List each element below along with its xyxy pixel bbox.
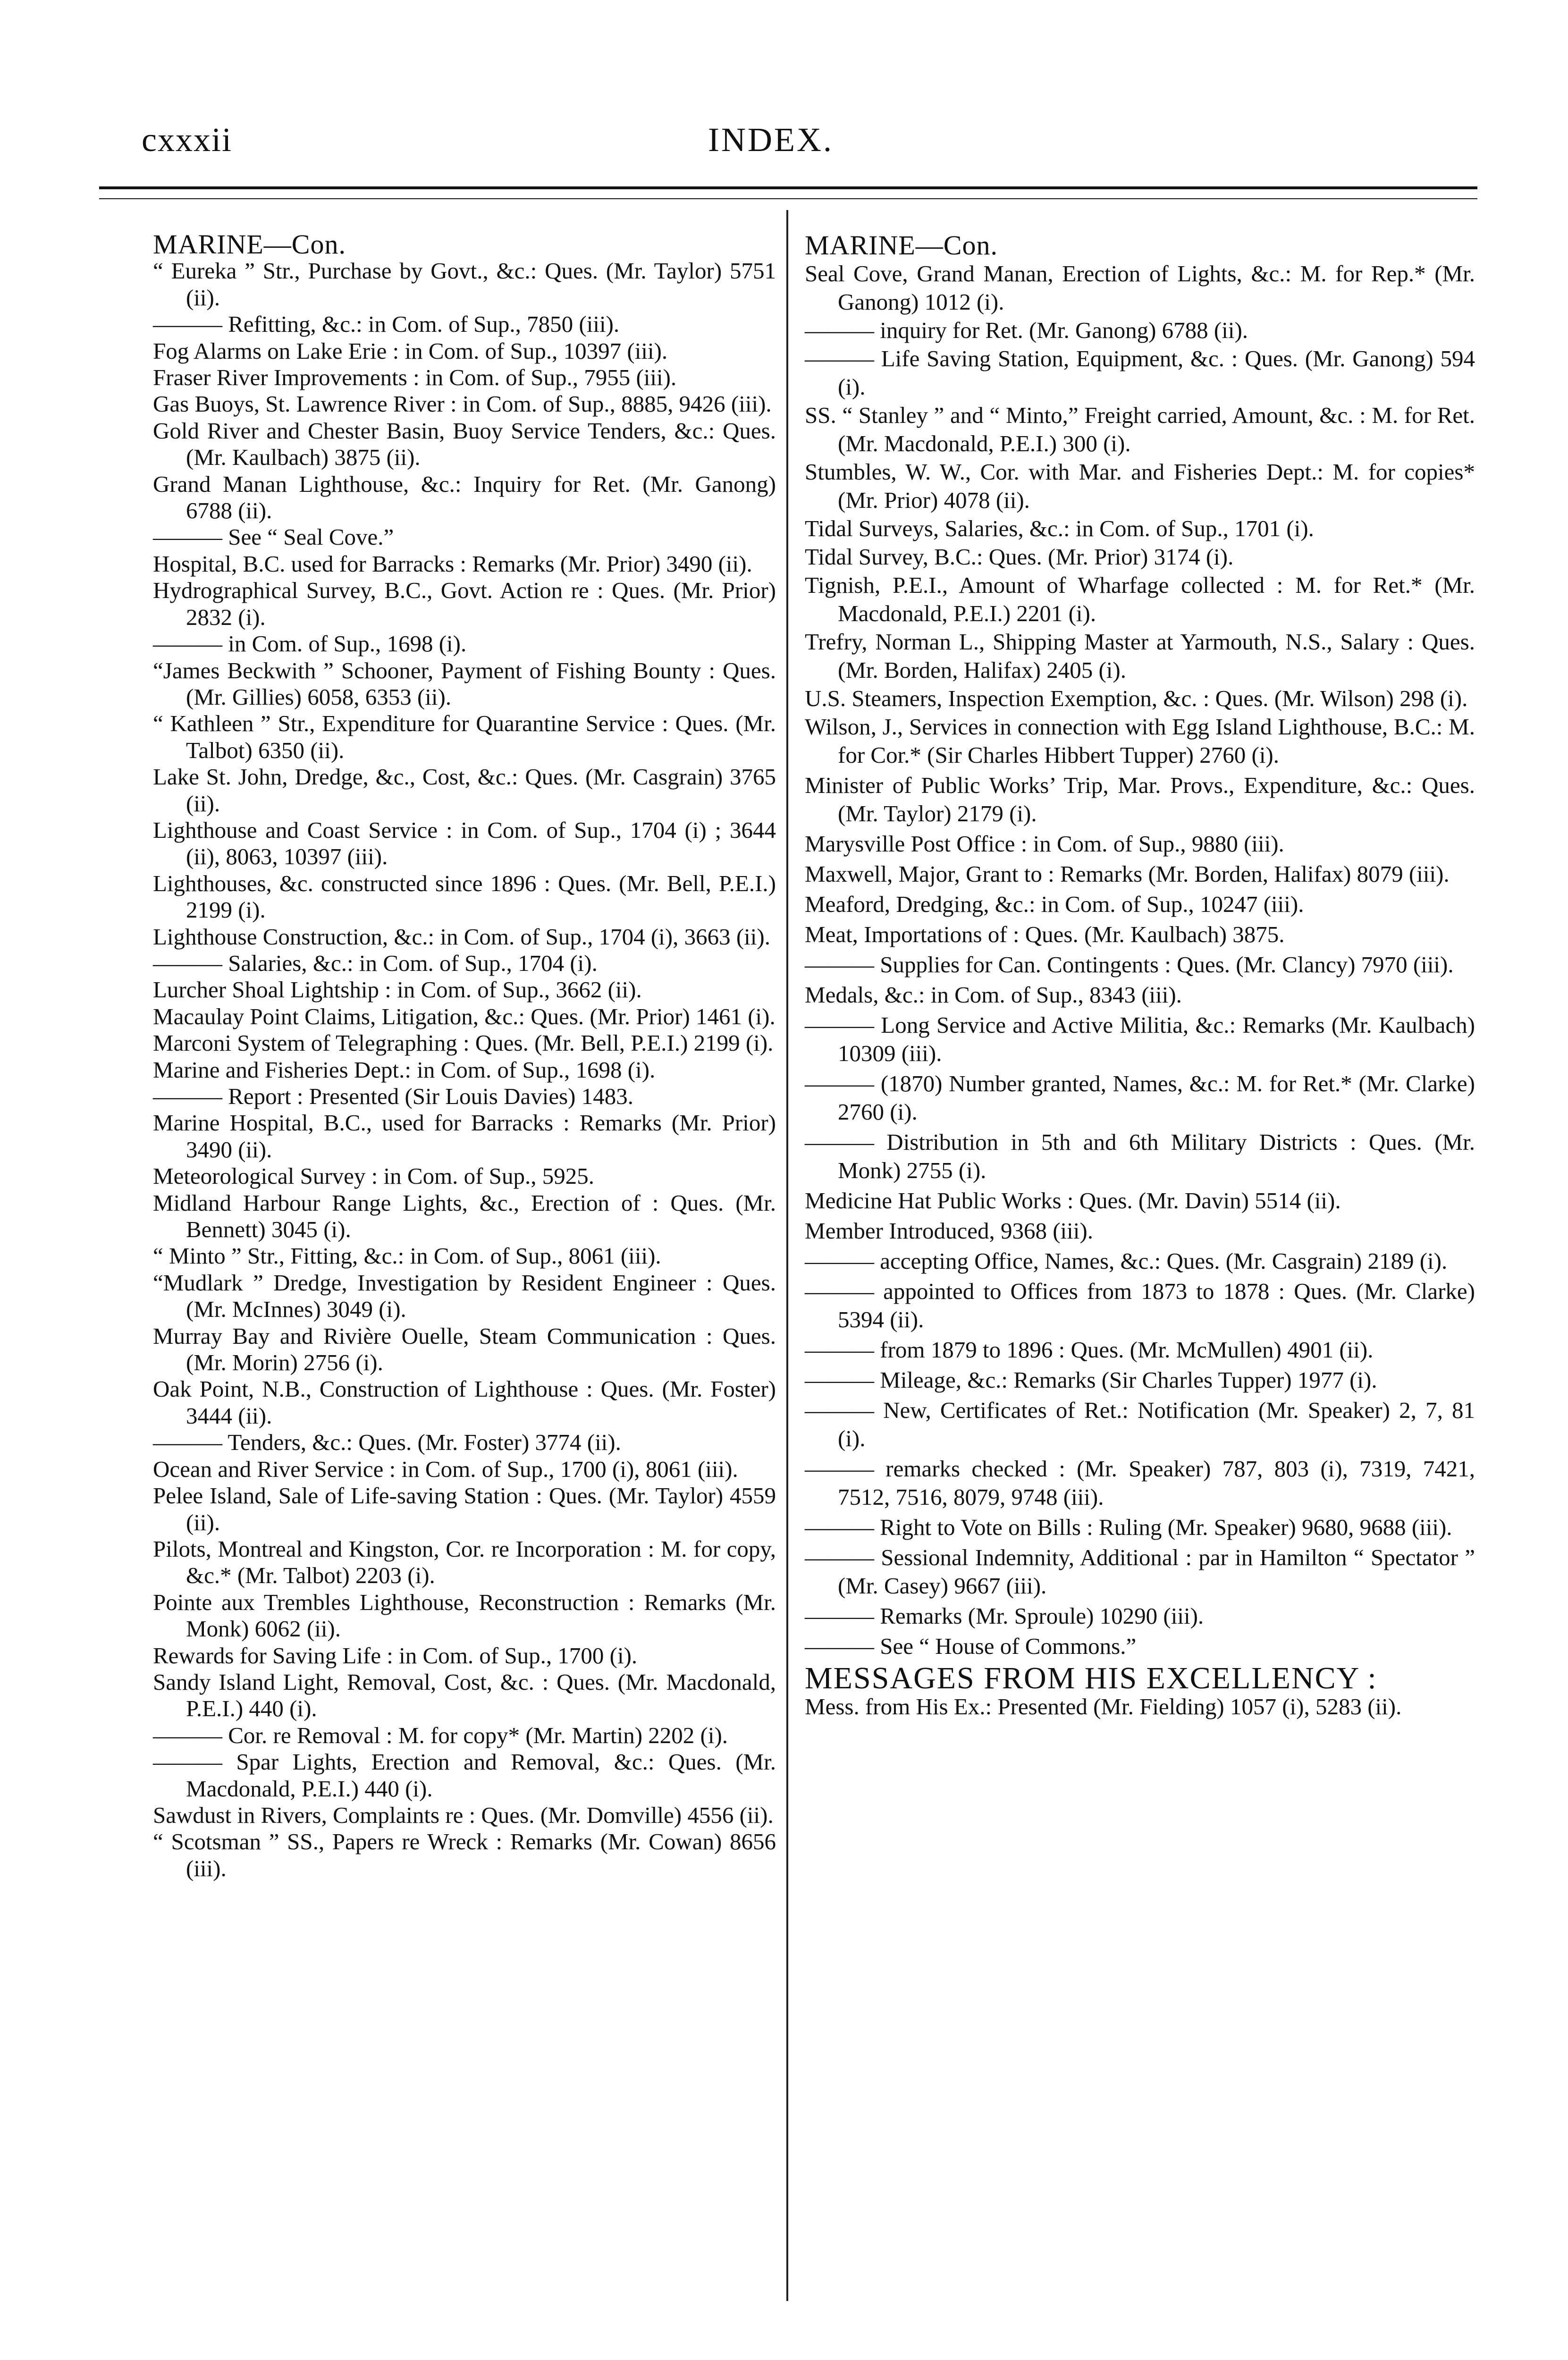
index-entry: Rewards for Saving Life : in Com. of Sup., 1700 (i).: [153, 1642, 638, 1669]
index-entry: ——— Life Saving Station, Equipment, &c. : Ques. (Mr. Ganong) 594 (i).: [805, 346, 1475, 400]
index-entry: “Mudlark ” Dredge, Investigation by Resident Engineer : Ques. (Mr. McInnes) 3049 (i).: [153, 1269, 776, 1323]
index-entry: ——— Report : Presented (Sir Louis Davies) 1483.: [153, 1083, 633, 1109]
index-entry: Medals, &c.: in Com. of Sup., 8343 (iii).: [805, 982, 1182, 1008]
index-entry: ——— Tenders, &c.: Ques. (Mr. Foster) 3774 (ii).: [153, 1429, 621, 1456]
index-entry: ——— accepting Office, Names, &c.: Ques. (Mr. Casgrain) 2189 (i).: [805, 1248, 1448, 1274]
index-entry: Stumbles, W. W., Cor. with Mar. and Fisheries Dept.: M. for copies* (Mr. Prior) 4078 (ii).: [805, 459, 1475, 513]
index-entry: Gold River and Chester Basin, Buoy Service Tenders, &c.: Ques. (Mr. Kaulbach) 3875 (ii).: [153, 417, 776, 471]
index-entry: ——— Refitting, &c.: in Com. of Sup., 7850 (iii).: [153, 311, 620, 337]
index-entry: Gas Buoys, St. Lawrence River : in Com. of Sup., 8885, 9426 (iii).: [153, 391, 772, 417]
index-entry: ——— Right to Vote on Bills : Ruling (Mr. Speaker) 9680, 9688 (iii).: [805, 1514, 1452, 1540]
index-entry: ——— inquiry for Ret. (Mr. Ganong) 6788 (ii).: [805, 317, 1248, 343]
index-entry: Lighthouses, &c. constructed since 1896 : Ques. (Mr. Bell, P.E.I.) 2199 (i).: [153, 870, 776, 923]
index-entry: Ocean and River Service : in Com. of Sup., 1700 (i), 8061 (iii).: [153, 1456, 738, 1482]
index-entry: Medicine Hat Public Works : Ques. (Mr. Davin) 5514 (ii).: [805, 1188, 1341, 1214]
index-entry: Pilots, Montreal and Kingston, Cor. re Incorporation : M. for copy, &c.* (Mr. Talbot) 2203 (i).: [153, 1535, 776, 1589]
right-column: [805, 231, 1475, 1721]
index-entry: Meat, Importations of : Ques. (Mr. Kaulbach) 3875.: [805, 921, 1285, 947]
index-entry: ——— Salaries, &c.: in Com. of Sup., 1704 (i).: [153, 950, 598, 976]
index-entry: ——— remarks checked : (Mr. Speaker) 787, 803 (i), 7319, 7421, 7512, 7516, 8079, 9748 (iii).: [805, 1456, 1475, 1510]
index-entry: Marconi System of Telegraphing : Ques. (Mr. Bell, P.E.I.) 2199 (i).: [153, 1030, 774, 1056]
index-entry: Hospital, B.C. used for Barracks : Remarks (Mr. Prior) 3490 (ii).: [153, 550, 752, 577]
index-entry: Tidal Surveys, Salaries, &c.: in Com. of Sup., 1701 (i).: [805, 515, 1314, 541]
index-entry: ——— See “ Seal Cove.”: [153, 524, 394, 550]
index-entry: Minister of Public Works’ Trip, Mar. Provs., Expenditure, &c.: Ques. (Mr. Taylor) 2179 (i).: [805, 772, 1475, 826]
index-entry: “ Kathleen ” Str., Expenditure for Quarantine Service : Ques. (Mr. Talbot) 6350 (ii).: [153, 710, 776, 763]
index-entry: ——— Spar Lights, Erection and Removal, &c.: Ques. (Mr. Macdonald, P.E.I.) 440 (i).: [153, 1749, 776, 1802]
index-entry: Trefry, Norman L., Shipping Master at Yarmouth, N.S., Salary : Ques. (Mr. Borden, Halifax) 2405 (i).: [805, 629, 1475, 683]
index-entry: Lighthouse and Coast Service : in Com. of Sup., 1704 (i) ; 3644 (ii), 8063, 10397 (iii).: [153, 817, 776, 870]
index-entry: ——— Distribution in 5th and 6th Military Districts : Ques. (Mr. Monk) 2755 (i).: [805, 1129, 1475, 1183]
index-entry: SS. “ Stanley ” and “ Minto,” Freight carried, Amount, &c. : M. for Ret. (Mr. Macdonald, P.E.I.) 300 (i).: [805, 402, 1475, 456]
left-column: [153, 231, 776, 1882]
section-heading: MARINE—Con.: [153, 229, 346, 260]
index-entry: U.S. Steamers, Inspection Exemption, &c. : Ques. (Mr. Wilson) 298 (i).: [805, 685, 1468, 711]
left-entry-list: [153, 258, 776, 1882]
index-entry: Fraser River Improvements : in Com. of Sup., 7955 (iii).: [153, 364, 677, 391]
index-entry: Fog Alarms on Lake Erie : in Com. of Sup., 10397 (iii).: [153, 337, 668, 364]
index-entry: ——— from 1879 to 1896 : Ques. (Mr. McMullen) 4901 (ii).: [805, 1337, 1374, 1363]
index-entry: Mess. from His Ex.: Presented (Mr. Fielding) 1057 (i), 5283 (ii).: [805, 1694, 1402, 1719]
index-entry: ——— (1870) Number granted, Names, &c.: M. for Ret.* (Mr. Clarke) 2760 (i).: [805, 1070, 1475, 1125]
index-entry: Lighthouse Construction, &c.: in Com. of Sup., 1704 (i), 3663 (ii).: [153, 923, 770, 950]
index-entry: Meaford, Dredging, &c.: in Com. of Sup., 10247 (iii).: [805, 891, 1304, 917]
index-entry: Lake St. John, Dredge, &c., Cost, &c.: Ques. (Mr. Casgrain) 3765 (ii).: [153, 764, 776, 817]
index-entry: ——— Long Service and Active Militia, &c.: Remarks (Mr. Kaulbach) 10309 (iii).: [805, 1012, 1475, 1066]
section-heading: MARINE—Con.: [805, 230, 998, 261]
index-entry: Maxwell, Major, Grant to : Remarks (Mr. Borden, Halifax) 8079 (iii).: [805, 861, 1450, 887]
index-entry: Marysville Post Office : in Com. of Sup., 9880 (iii).: [805, 831, 1284, 857]
index-entry: Wilson, J., Services in connection with Egg Island Lighthouse, B.C.: M. for Cor.* (Sir Charles Hibbert Tupper) 2760 (i).: [805, 714, 1475, 768]
index-entry: ——— Supplies for Can. Contingents : Ques. (Mr. Clancy) 7970 (iii).: [805, 952, 1454, 978]
index-entry: ——— Cor. re Removal : M. for copy* (Mr. Martin) 2202 (i).: [153, 1722, 728, 1748]
index-entry: Meteorological Survey : in Com. of Sup., 5925.: [153, 1163, 594, 1189]
index-entry: Tignish, P.E.I., Amount of Wharfage collected : M. for Ret.* (Mr. Macdonald, P.E.I.) 2201 (i).: [805, 572, 1475, 626]
page-number: cxxxii: [142, 121, 232, 159]
messages-heading: MESSAGES FROM HIS EXCELLENCY :: [805, 1661, 1377, 1695]
header-rule-thin: [99, 198, 1477, 199]
other-entry-list: [805, 771, 1475, 1660]
index-entry: Sandy Island Light, Removal, Cost, &c. : Ques. (Mr. Macdonald, P.E.I.) 440 (i).: [153, 1669, 776, 1722]
index-entry: Member Introduced, 9368 (iii).: [805, 1218, 1093, 1244]
index-entry: Marine and Fisheries Dept.: in Com. of Sup., 1698 (i).: [153, 1056, 656, 1083]
index-entry: Murray Bay and Rivière Ouelle, Steam Communication : Ques. (Mr. Morin) 2756 (i).: [153, 1323, 776, 1376]
messages-entry-list: [805, 1693, 1475, 1721]
index-entry: “James Beckwith ” Schooner, Payment of Fishing Bounty : Ques. (Mr. Gillies) 6058, 6353 (ii).: [153, 657, 776, 710]
index-entry: ——— Sessional Indemnity, Additional : par in Hamilton “ Spectator ” (Mr. Casey) 9667 (iii).: [805, 1544, 1475, 1599]
column-divider: [786, 210, 788, 2301]
right-entry-list: [805, 260, 1475, 769]
index-entry: “ Scotsman ” SS., Papers re Wreck : Remarks (Mr. Cowan) 8656 (iii).: [153, 1829, 776, 1881]
index-entry: Lurcher Shoal Lightship : in Com. of Sup., 3662 (ii).: [153, 977, 642, 1003]
index-entry: ——— appointed to Offices from 1873 to 1878 : Ques. (Mr. Clarke) 5394 (ii).: [805, 1278, 1475, 1332]
index-entry: Grand Manan Lighthouse, &c.: Inquiry for Ret. (Mr. Ganong) 6788 (ii).: [153, 471, 776, 524]
index-entry: “ Eureka ” Str., Purchase by Govt., &c.: Ques. (Mr. Taylor) 5751 (ii).: [153, 258, 776, 311]
index-entry: Macaulay Point Claims, Litigation, &c.: Ques. (Mr. Prior) 1461 (i).: [153, 1003, 776, 1029]
index-entry: ——— in Com. of Sup., 1698 (i).: [153, 631, 467, 657]
index-entry: Seal Cove, Grand Manan, Erection of Lights, &c.: M. for Rep.* (Mr. Ganong) 1012 (i).: [805, 261, 1475, 315]
header-rule-thick: [99, 186, 1477, 189]
index-entry: Hydrographical Survey, B.C., Govt. Action re : Ques. (Mr. Prior) 2832 (i).: [153, 577, 776, 630]
index-entry: Pelee Island, Sale of Life-saving Station : Ques. (Mr. Taylor) 4559 (ii).: [153, 1483, 776, 1535]
index-entry: Marine Hospital, B.C., used for Barracks : Remarks (Mr. Prior) 3490 (ii).: [153, 1110, 776, 1163]
index-entry: Tidal Survey, B.C.: Ques. (Mr. Prior) 3174 (i).: [805, 544, 1234, 570]
page-title: INDEX.: [708, 121, 834, 159]
index-entry: Oak Point, N.B., Construction of Lighthouse : Ques. (Mr. Foster) 3444 (ii).: [153, 1376, 776, 1429]
index-entry: ——— Remarks (Mr. Sproule) 10290 (iii).: [805, 1603, 1204, 1629]
index-entry: ——— Mileage, &c.: Remarks (Sir Charles Tupper) 1977 (i).: [805, 1367, 1377, 1393]
index-entry: ——— New, Certificates of Ret.: Notification (Mr. Speaker) 2, 7, 81 (i).: [805, 1397, 1475, 1451]
index-entry: Pointe aux Trembles Lighthouse, Reconstruction : Remarks (Mr. Monk) 6062 (ii).: [153, 1589, 776, 1642]
index-entry: Midland Harbour Range Lights, &c., Erection of : Ques. (Mr. Bennett) 3045 (i).: [153, 1189, 776, 1243]
index-entry: ——— See “ House of Commons.”: [805, 1633, 1137, 1659]
index-entry: Sawdust in Rivers, Complaints re : Ques. (Mr. Domville) 4556 (ii).: [153, 1802, 774, 1828]
index-entry: “ Minto ” Str., Fitting, &c.: in Com. of Sup., 8061 (iii).: [153, 1243, 661, 1269]
